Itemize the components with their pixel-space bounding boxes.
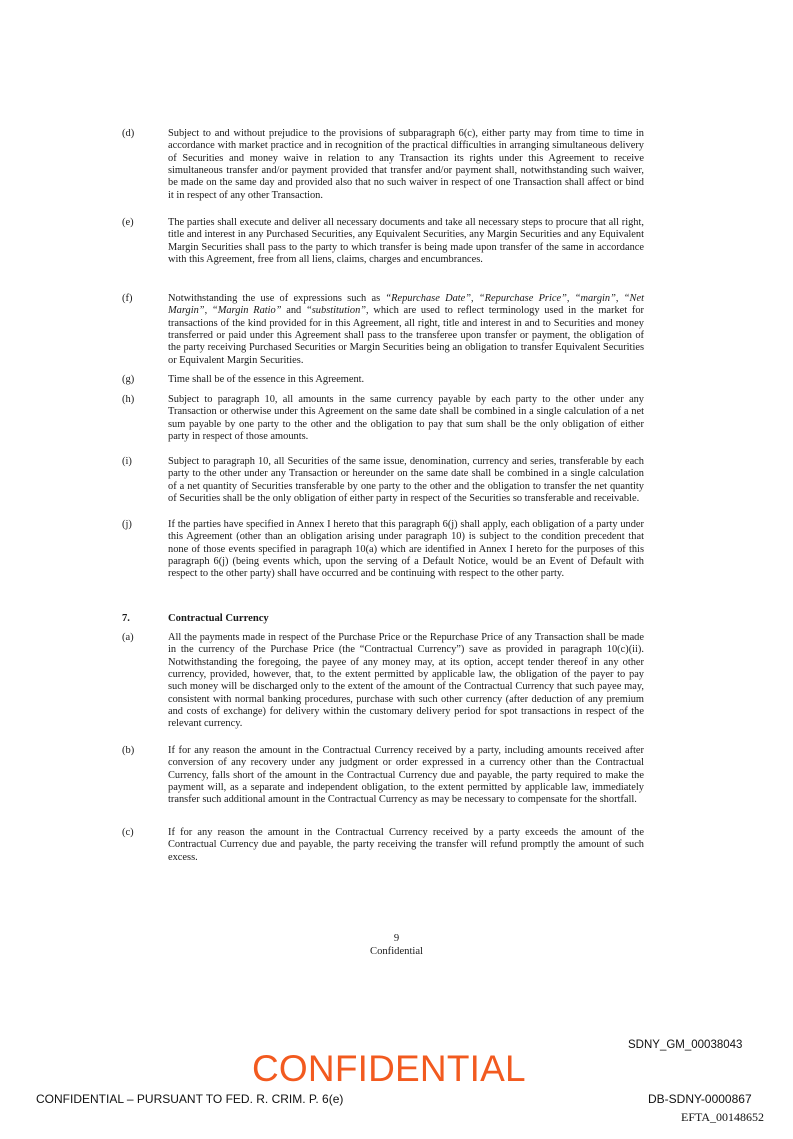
defined-term: “Margin Ratio” xyxy=(211,305,282,317)
paragraph-label: (g) xyxy=(122,374,135,385)
paragraph-label: (b) xyxy=(122,745,135,756)
defined-term: “Net Margin” xyxy=(168,293,644,317)
paragraph-text: If for any reason the amount in the Contractual Currency received by a party exceeds the amount of the Contractual Currency due and payable, the party receiving the transfer will refund promptly the amount of such excess. xyxy=(168,827,644,863)
section-number: 7. xyxy=(122,613,130,624)
paragraph-text: Subject to paragraph 10, all Securities of the same issue, denomination, currency and series, transferable by each party to the other under any Transaction or hereunder on the same date shall be combined in a single calculation of a net quantity of Securities transferable by one party to the other and the obligation to transfer the net quantity of Securities shall be the only obligation of either party in respect of the Securities so transferable and receivable. xyxy=(168,456,644,505)
paragraph-text-part: , which are used to reflect terminology used in the market for transactions of the kind provided for in this Agreement, all right, title and interest in and to Securities and money transferred or paid under this Agreement shall pass to the transferee upon transfer or payment, the obligation of the party receiving Purchased Securities or Margin Securities being an obligation to transfer Equivalent Securities or Equivalent Margin Securities. xyxy=(168,305,645,366)
paragraph-text: If for any reason the amount in the Contractual Currency received by a party, including amounts received after conversion of any recovery under any judgment or order expressed in a currency other than the Contractual Currency, falls short of the amount in the Contractual Currency due and payable, the party required to make the payment will, as a separate and independent obligation, to the extent permitted by applicable law, immediately transfer such additional amount in the Contractual Currency as may be necessary to compensate for the shortfall. xyxy=(168,745,644,806)
separator: , xyxy=(204,305,212,317)
paragraph-label: (c) xyxy=(122,827,134,838)
paragraph-text: All the payments made in respect of the Purchase Price or the Repurchase Price of any Transaction shall be made in the currency of the Purchase Price (the “Contractual Currency”) save as provided in paragraph 10(c)(ii). Notwithstanding the foregoing, the payee of any money may, at its option, accept tender thereof in any other currency, provided, however, that, to the extent permitted by applicable law, the obligation of the payer to pay such money will be discharged only to the extent of the amount of the Contractual Currency that such payee may, consistent with normal banking procedures, purchase with such other currency (after deduction of any premium and costs of exchange) for delivery within the customary delivery period for spot transactions in respect of the relevant currency. xyxy=(168,632,644,730)
paragraph-label: (j) xyxy=(122,519,132,530)
paragraph-label: (a) xyxy=(122,632,134,643)
paragraph-text: The parties shall execute and deliver all necessary documents and take all necessary steps to procure that all right, title and interest in any Purchased Securities, any Equivalent Securities, any Margin Securities and any Equivalent Margin Securities shall pass to the party to which transfer is being made upon transfer of the same in accordance with this Agreement, free from all liens, claims, charges and encumbrances. xyxy=(168,217,644,266)
defined-term: “Repurchase Price” xyxy=(478,293,567,304)
efta-bates: EFTA_00148652 xyxy=(681,1110,765,1124)
separator: , xyxy=(615,293,624,304)
paragraph-label: (h) xyxy=(122,394,135,405)
separator: , xyxy=(471,293,479,304)
paragraph-label: (i) xyxy=(122,456,132,467)
paragraph-text-part: Notwithstanding the use of expressions such as xyxy=(168,293,386,304)
defined-term: “Repurchase Date” xyxy=(385,293,472,304)
defined-term: “margin” xyxy=(574,293,616,304)
confidential-stamp: CONFIDENTIAL xyxy=(252,1048,526,1089)
db-sdny-bates: DB-SDNY-0000867 xyxy=(648,1092,752,1106)
confidential-legend: CONFIDENTIAL – PURSUANT TO FED. R. CRIM. P. 6(e) xyxy=(36,1092,344,1106)
paragraph-text: Subject to paragraph 10, all amounts in the same currency payable by each party to the other under any Transaction or otherwise under this Agreement on the same date shall be combined in a single calculation of a net sum payable by one party to the other and the obligation to pay that sum shall be the only obligation of either party in respect of those amounts. xyxy=(168,394,644,443)
paragraph-label: (e) xyxy=(122,217,134,228)
paragraph-label: (d) xyxy=(122,128,135,139)
paragraph-text: Subject to and without prejudice to the provisions of subparagraph 6(c), either party may from time to time in accordance with market practice and in recognition of the practical difficulties in arranging simultaneous delivery of Securities and money waive in relation to any Transaction its rights under this Agreement to receive simultaneous transfer and/or payment provided that transfer and/or payment shall, notwithstanding such waiver, be made on the same day and provided also that no such waiver in respect of one Transaction shall affect or bind it in respect of any other Transaction. xyxy=(168,128,644,201)
paragraph-text: If the parties have specified in Annex I hereto that this paragraph 6(j) shall apply, each obligation of a party under this Agreement (other than an obligation arising under paragraph 10) is subject to the condition precedent that none of those events specified in paragraph 10(a) which are identified in Annex I hereto for the purposes of this paragraph 6(j) (being events which, upon the serving of a Default Notice, would be an Event of Default with respect to the other party) shall have occurred and be continuing with respect to the other party. xyxy=(168,519,644,580)
paragraph-label: (f) xyxy=(122,293,133,304)
separator: , xyxy=(566,293,575,304)
page-number: 9 xyxy=(393,933,400,944)
sdny-gm-bates: SDNY_GM_00038043 xyxy=(628,1039,743,1051)
paragraph-text: Time shall be of the essence in this Agreement. xyxy=(168,374,365,385)
footer-confidential: Confidential xyxy=(370,946,423,957)
defined-term: “substitution” xyxy=(305,305,367,317)
separator: and xyxy=(281,305,306,317)
paragraph-text xyxy=(168,293,644,367)
section-title: Contractual Currency xyxy=(168,613,269,624)
